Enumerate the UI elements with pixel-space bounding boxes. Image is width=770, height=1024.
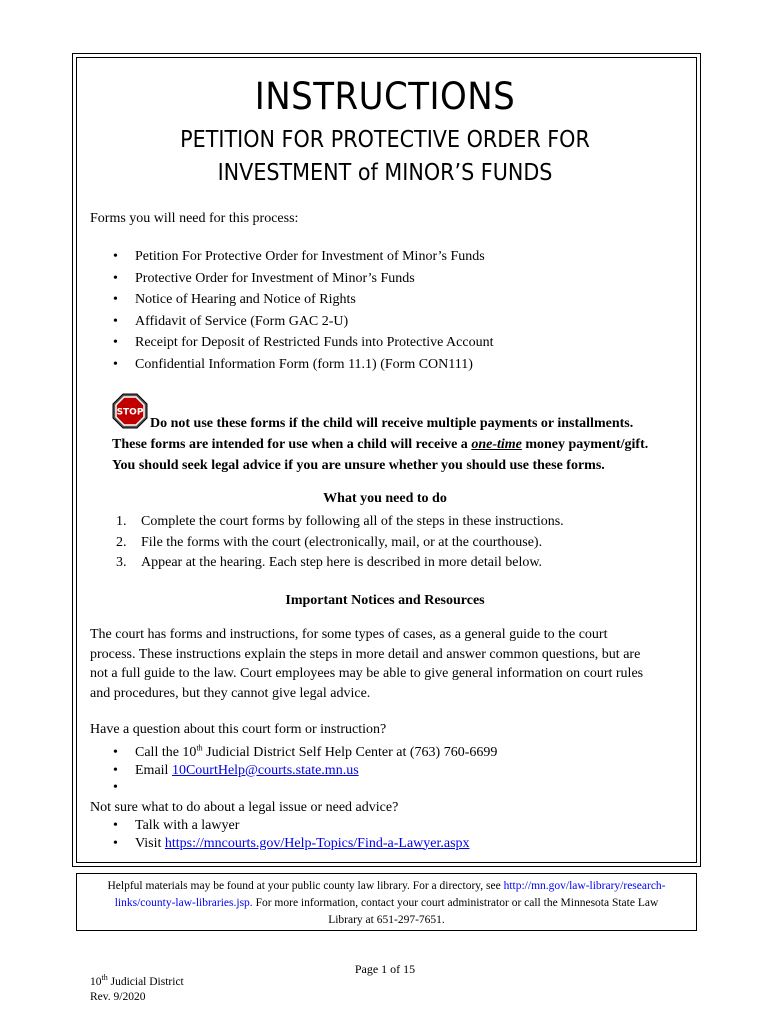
steps-heading: What you need to do xyxy=(323,491,447,506)
form-item: • Protective Order for Investment of Minor’s Funds xyxy=(113,268,493,290)
notices-heading: Important Notices and Resources xyxy=(285,593,485,608)
district-name: 10th Judicial District xyxy=(90,973,184,988)
step-item: 3. Appear at the hearing. Each step here is described in more detail below. xyxy=(116,555,543,570)
help-email-link[interactable]: 10CourtHelp@courts.state.mn.us xyxy=(171,762,359,778)
help-email-item: • Email 10CourtHelp@courts.state.mn.us xyxy=(113,762,497,780)
form-item: • Petition For Protective Order for Investment of Minor’s Funds xyxy=(113,246,493,268)
page-subtitle-line2: INVESTMENT of MINOR’S FUNDS xyxy=(217,160,553,186)
form-item: • Receipt for Deposit of Restricted Funds into Protective Account xyxy=(113,332,493,354)
help-list xyxy=(113,744,497,797)
forms-intro: Forms you will need for this process: xyxy=(90,211,299,226)
notices-paragraph: The court has forms and instructions, for some types of cases, as a general guide to the court process. These instructions explain the steps in more detail and answer common questions, but are not a full guide to the law. Court employees may be able to give general information on court rules and procedures, but they cannot give legal advice. xyxy=(90,627,644,701)
law-library-link-part1[interactable]: http://mn.gov/law-library/research- xyxy=(503,880,666,892)
page-subtitle-line1: PETITION FOR PROTECTIVE ORDER FOR xyxy=(180,127,590,153)
step-item: 2. File the forms with the court (electronically, mail, or at the courthouse). xyxy=(116,534,543,550)
step-item: 1. Complete the court forms by following all of the steps in these instructions. xyxy=(116,514,564,529)
page-title: INSTRUCTIONS xyxy=(254,75,516,118)
forms-list xyxy=(113,246,493,375)
district-info xyxy=(90,975,184,1005)
advice-lawyer-item: • Talk with a lawyer xyxy=(113,817,470,835)
steps-list xyxy=(116,512,564,574)
advice-list xyxy=(113,817,470,852)
page-number: Page 1 of 15 xyxy=(354,962,416,976)
revision-date: Rev. 9/2020 xyxy=(90,991,146,1003)
form-item: • Affidavit of Service (Form GAC 2-U) xyxy=(113,311,493,333)
warning-line3: You should seek legal advice if you are unsure whether you should use these forms. xyxy=(112,458,605,473)
stop-sign-label: STOP xyxy=(116,407,144,418)
question-intro: Have a question about this court form or instruction? xyxy=(90,722,387,737)
advice-intro: Not sure what to do about a legal issue or need advice? xyxy=(90,800,399,815)
form-item: • Confidential Information Form (form 11.1) (Form CON111) xyxy=(113,354,493,376)
help-empty-item xyxy=(113,779,497,797)
law-library-notice: Helpful materials may be found at your public county law library. For a directory, see http://mn.gov/law-library/research- links/county-law-libraries.jsp. For more information, contact your court administrator or call the Minnesota State Law Library at 651-297-7651. xyxy=(76,873,697,931)
law-library-link-part2[interactable]: links/county-law-libraries.jsp. xyxy=(114,897,253,909)
advice-visit-item: • Visit https://mncourts.gov/Help-Topics/Find-a-Lawyer.aspx xyxy=(113,835,470,853)
stop-sign-icon xyxy=(112,393,148,429)
warning-emphasis: one-time xyxy=(471,437,522,452)
form-item: • Notice of Hearing and Notice of Rights xyxy=(113,289,493,311)
warning-line1: Do not use these forms if the child will receive multiple payments or installments. xyxy=(150,416,634,431)
help-call-item: • Call the 10th Judicial District Self Help Center at (763) 760-6699 xyxy=(113,744,497,762)
warning-line2: These forms are intended for use when a child will receive a one-time money payment/gift. xyxy=(112,437,649,452)
find-lawyer-link[interactable]: https://mncourts.gov/Help-Topics/Find-a-Lawyer.aspx xyxy=(164,835,470,851)
